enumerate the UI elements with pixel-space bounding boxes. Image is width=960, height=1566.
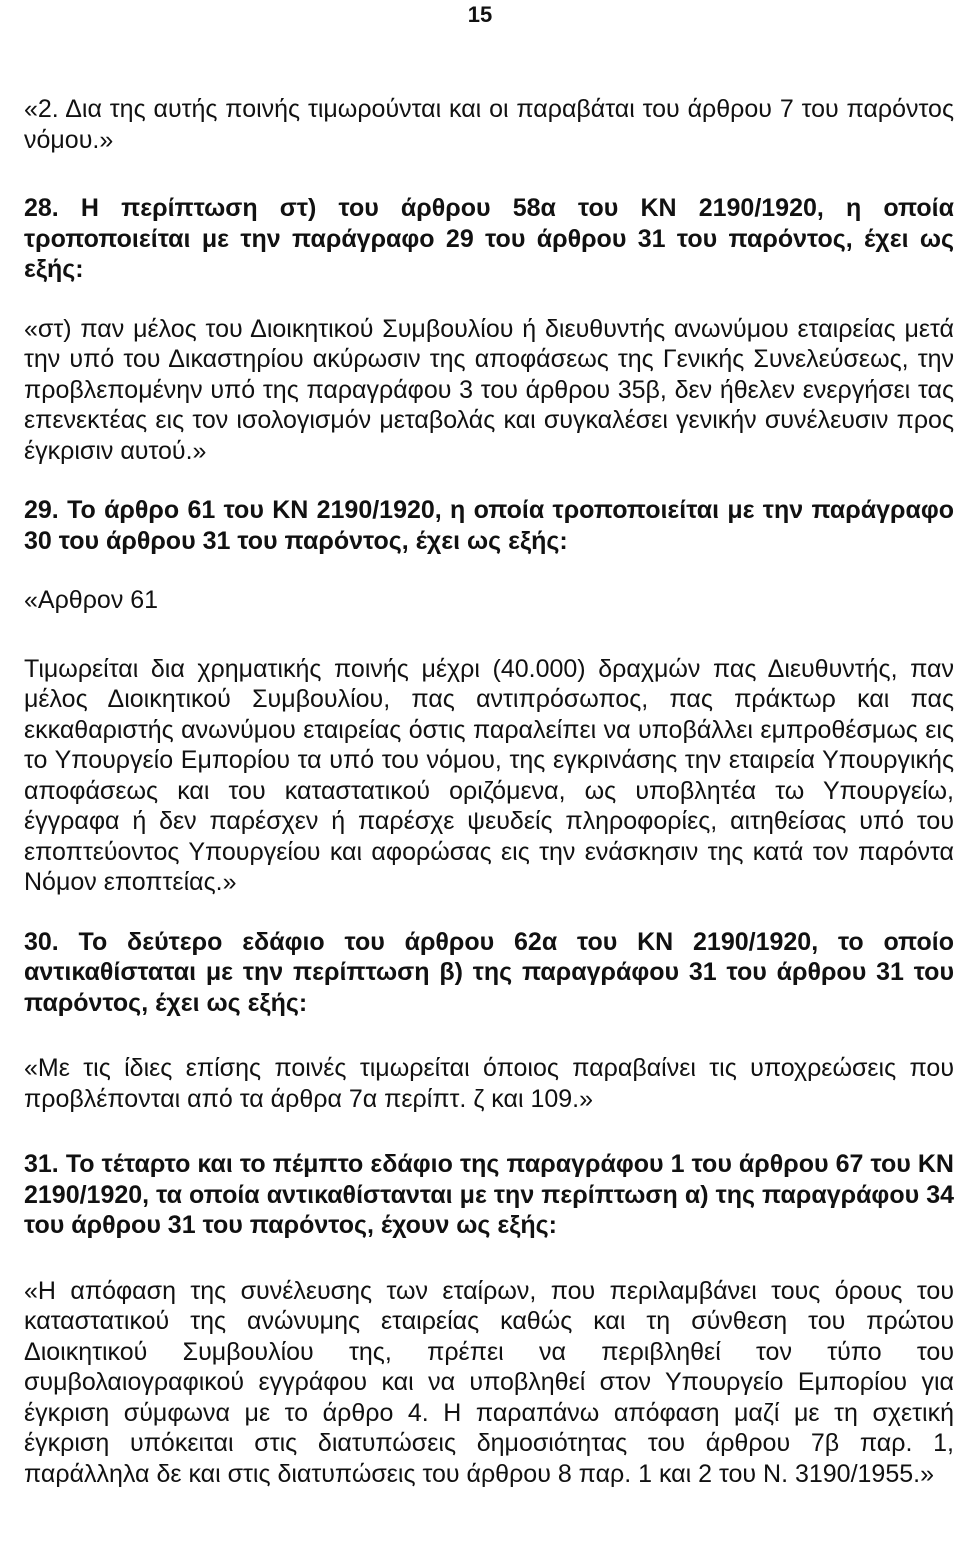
article-61-title: «Αρθρον 61 xyxy=(24,586,159,614)
heading-item-29: 29. Το άρθρο 61 του ΚΝ 2190/1920, η οποία τροποποιείται με την παράγραφο 30 του άρθρου 31 του παρόντος, έχει ως εξής: xyxy=(24,496,954,555)
heading-item-31: 31. Το τέταρτο και το πέμπτο εδάφιο της παραγράφου 1 του άρθρου 67 του ΚΝ 2190/1920, τα οποία αντικαθίστανται με την περίπτωση α) της παραγράφου 34 του άρθρου 31 του παρόντος, έχουν ως εξής: xyxy=(24,1150,954,1239)
quote-article-58a-st: «στ) παν μέλος του Διοικητικού Συμβουλίου ή διευθυντής ανωνύμου εταιρείας μετά την υπό του Δικαστηρίου ακύρωσιν της αποφάσεως της Γενικής Συνελεύσεως, την προβλεπομένην υπό της παραγράφου 3 του άρθρου 35β, δεν ήθελεν ενεργήσει τας επενεκτέας εις τον ισολογισμόν μεταβολάς και συγκαλέσει γενικήν συνέλευσιν προς έγκρισιν αυτού.» xyxy=(24,314,954,465)
quote-article-67: «Η απόφαση της συνέλευσης των εταίρων, που περιλαμβάνει τους όρους του καταστατικού της ανώνυμης εταιρείας καθώς και τη σύνθεση του πρώτου Διοικητικού Συμβουλίου της, πρέπει να περιβληθεί τον τύπο του συμβολαιογραφικού εγγράφου και να υποβληθεί στον Υπουργείο Εμπορίου για έγκριση σύμφωνα με το άρθρο 4. Η παραπάνω απόφαση μαζί με τη σχετική έγκριση υπόκειται στις διατυπώσεις δημοσιότητας του άρθρου 7β παρ. 1, παράλληλα δε και στις διατυπώσεις του άρθρου 8 παρ. 1 και 2 του Ν. 3190/1955.» xyxy=(24,1276,954,1488)
paragraph-penalty-clause-2: «2. Δια της αυτής ποινής τιμωρούνται και οι παραβάται του άρθρου 7 του παρόντος νόμου.» xyxy=(24,95,954,154)
heading-item-30: 30. Το δεύτερο εδάφιο του άρθρου 62α του ΚΝ 2190/1920, το οποίο αντικαθίσταται με την περίπτωση β) της παραγράφου 31 του άρθρου 31 του παρόντος, έχει ως εξής: xyxy=(24,927,954,1017)
quote-article-62a: «Με τις ίδιες επίσης ποινές τιμωρείται όποιος παραβαίνει τις υποχρεώσεις που προβλέπονται από τα άρθρα 7α περίπτ. ζ και 109.» xyxy=(24,1054,954,1113)
document-body xyxy=(24,94,954,1489)
quote-article-61-text: Τιμωρείται δια χρηματικής ποινής μέχρι (40.000) δραχμών πας Διευθυντής, παν μέλος Διοικητικού Συμβουλίου, πας αντιπρόσωπος, πας πράκτωρ και πας εκκαθαριστής ανωνύμου εταιρείας όστις παραλείπει να υποβάλλει εμπροθέσμως εις το Υπουργείο Εμπορίου τα υπό του νόμου, της εγκρινάσης την εταιρεία Υπουργικής αποφάσεως και του καταστατικού οριζόμενα, ως υποβλητέα τω Υπουργείω, έγγραφα ή δεν παρέσχεν ή παρέσχε ψευδείς πληροφορίες, αιτηθείσας υπό του εποπτεύοντος Υπουργείου και αφορώσας εις την ενάσκησιν της κατά τον παρόντα Νόμον εποπτείας.» xyxy=(24,654,954,896)
page-number: 15 xyxy=(467,2,493,27)
heading-item-28: 28. Η περίπτωση στ) του άρθρου 58α του ΚΝ 2190/1920, η οποία τροποποιείται με την παράγραφο 29 του άρθρου 31 του παρόντος, έχει ως εξής: xyxy=(24,194,954,283)
